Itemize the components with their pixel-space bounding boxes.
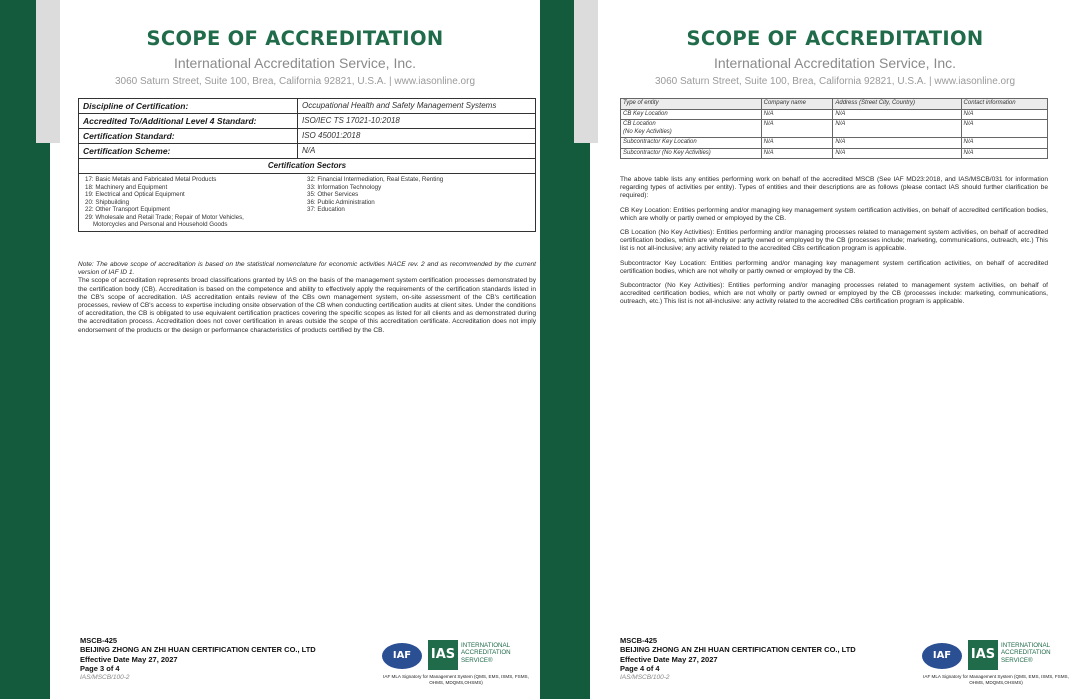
table-cell: CB Location (No Key Activities) <box>621 120 762 138</box>
table-cell: N/A <box>761 138 833 149</box>
sectors-left-column <box>85 176 307 229</box>
column-header: Contact information <box>961 99 1047 110</box>
page-footer <box>620 636 920 682</box>
page-footer <box>80 636 380 682</box>
organization-name: International Accreditation Service, Inc. <box>173 55 417 71</box>
sector-item: 32: Financial Intermediation, Real Estate, Renting <box>307 176 444 183</box>
accreditation-logos <box>382 640 532 688</box>
row-value: ISO 45001:2018 <box>298 129 536 144</box>
row-key: Discipline of Certification: <box>79 99 298 114</box>
table-row <box>79 99 536 114</box>
row-key: Certification Scheme: <box>79 144 298 159</box>
table-cell: N/A <box>961 120 1047 138</box>
sectors-cell <box>79 174 536 232</box>
ias-logo-icon: IAS <box>968 640 998 670</box>
entities-table <box>620 98 1048 159</box>
entity-descriptions <box>620 176 1048 313</box>
table-cell: N/A <box>833 120 961 138</box>
mla-signatory-text: IAF MLA Signatory for Management System (QMS, EMS, ISMS, FSMS, OHMS, MDQMS,OHSMS) <box>383 674 529 685</box>
table-cell: N/A <box>833 109 961 120</box>
table-row <box>79 144 536 159</box>
sector-item: 18: Machinery and Equipment <box>85 183 168 191</box>
page-header <box>590 27 1080 89</box>
sector-item: 29: Wholesale and Retail Trade; Repair of Motor Vehicles, <box>85 213 244 221</box>
footer-form-id: IAS/MSCB/100-2 <box>80 674 130 682</box>
paragraph: CB Key Location: Entities performing and/or managing key management system certification activities, on behalf of accredited certification bodies, which are wholly or partly owned or employed by the CB. <box>620 206 1048 222</box>
sector-item: Motorcycles and Personal and Household Goods <box>93 221 228 228</box>
table-row <box>621 109 1048 120</box>
footer-page-number: Page 4 of 4 <box>620 663 660 673</box>
sector-item: 17: Basic Metals and Fabricated Metal Products <box>85 176 217 183</box>
column-header: Type of entity <box>621 99 762 110</box>
table-cell: N/A <box>833 138 961 149</box>
document-title: SCOPE OF ACCREDITATION <box>146 27 444 50</box>
ias-logo-text: INTERNATIONAL ACCREDITATION SERVICE® <box>461 642 511 664</box>
table-cell: N/A <box>761 148 833 159</box>
sectors-right-column <box>307 176 529 229</box>
table-cell: N/A <box>761 109 833 120</box>
table-cell: CB Key Location <box>621 109 762 120</box>
table-row <box>621 148 1048 159</box>
scope-table <box>78 98 536 232</box>
page-header <box>50 27 540 89</box>
paragraph: Subcontractor (No Key Activities): Entities performing and/or managing processes related to management system activities, on behalf of accredited certification bodies, which are not wholly or partly owned or employed by the CB (processes include: marketing, communications, outreach, etc.) This list is not all-inclusive: any activity related to the accredited CBs certification program is applicable. <box>620 282 1048 306</box>
table-cell: N/A <box>961 148 1047 159</box>
sector-item: 37: Education <box>307 206 345 213</box>
footer-company: BEIJING ZHONG AN ZHI HUAN CERTIFICATION CENTER CO., LTD <box>620 645 856 655</box>
paragraph: The above table lists any entities performing work on behalf of the accredited MSCB (See IAF MD23:2018, and IAS/MSCB/031 for information regarding types of activities per entity). Types of entities and their descriptions are as follows (please contact IAS should further clarification be required): <box>620 176 1048 200</box>
paragraph: Subcontractor Key Location: Entities performing and/or managing key management system certification activities, on behalf of accredited certification bodies, which are not wholly or partly owned or employed by the CB. <box>620 259 1048 275</box>
organization-name: International Accreditation Service, Inc. <box>713 55 957 71</box>
sector-item: 36: Public Administration <box>307 198 375 206</box>
note-body: The scope of accreditation represents broad classifications granted by IAS on the basis of the management system certification processes demonstrated by the certification body (CB). Accreditation is based on the competence and ability to effectively apply the requirements of the certification standards listed in the CB's scope of accreditation. IAS accreditation entails review of the CBs own management system, on-site assessment of the CB's certification processes, review of CB's access to expertise including onsite observation of the CB when conducting certification audits at client sites. Under the conditions of accreditation, the CB is obligated to use equivalent certification practices covering the specific scopes as listed for all clients and as demonstrated during the accreditation process. Accreditation does not cover certification in areas outside the scope of this accreditation certificate. Accreditation does not imply endorsement of the products or the design or performance characteristics of products certified by the CB. <box>78 277 536 334</box>
sectors-heading: Certification Sectors <box>79 159 536 174</box>
table-row <box>79 129 536 144</box>
table-header-row <box>621 99 1048 110</box>
footer-company: BEIJING ZHONG AN ZHI HUAN CERTIFICATION CENTER CO., LTD <box>80 645 316 655</box>
row-value: Occupational Health and Safety Management Systems <box>298 99 536 114</box>
table-row <box>621 120 1048 138</box>
table-cell: N/A <box>761 120 833 138</box>
organization-address: 3060 Saturn Street, Suite 100, Brea, California 92821, U.S.A. | www.iasonline.org <box>114 76 476 87</box>
footer-page-number: Page 3 of 4 <box>80 663 120 673</box>
document-title: SCOPE OF ACCREDITATION <box>686 27 984 50</box>
row-key: Accredited To/Additional Level 4 Standard: <box>79 114 298 129</box>
mla-signatory-text: IAF MLA Signatory for Management System (QMS, EMS, ISMS, FSMS, OHMS, MDQMS,OHSMS) <box>923 674 1069 685</box>
organization-address: 3060 Saturn Street, Suite 100, Brea, California 92821, U.S.A. | www.iasonline.org <box>654 76 1016 87</box>
table-cell: N/A <box>961 138 1047 149</box>
footer-form-id: IAS/MSCB/100-2 <box>620 674 670 682</box>
sector-item: 33: Information Technology <box>307 183 382 191</box>
column-header: Company name <box>761 99 833 110</box>
sector-item: 22: Other Transport Equipment <box>85 206 170 213</box>
footer-code: MSCB-425 <box>80 636 118 645</box>
footer-effective-date: Effective Date May 27, 2027 <box>620 654 718 664</box>
table-cell: N/A <box>961 109 1047 120</box>
table-cell: N/A <box>833 148 961 159</box>
iaf-logo-icon: IAF <box>382 643 422 669</box>
footer-effective-date: Effective Date May 27, 2027 <box>80 654 178 664</box>
row-value: ISO/IEC TS 17021-10:2018 <box>298 114 536 129</box>
table-cell: Subcontractor (No Key Activities) <box>621 148 762 159</box>
ias-logo-text: INTERNATIONAL ACCREDITATION SERVICE® <box>1001 642 1051 664</box>
ias-logo-icon: IAS <box>428 640 458 670</box>
table-row <box>621 138 1048 149</box>
accreditation-logos <box>922 640 1072 688</box>
page-4 <box>540 0 1080 699</box>
footer-code: MSCB-425 <box>620 636 658 645</box>
paragraph: CB Location (No Key Activities): Entities performing and/or managing processes related to management system activities, on behalf of accredited certification bodies, which are wholly or partly owned or employed by the CB (processes include; marketing, communications, outreach, etc.) This list is not all-inclusive; any activity related to the accredited CBs certification program is applicable. <box>620 229 1048 253</box>
table-row <box>79 174 536 232</box>
row-key: Certification Standard: <box>79 129 298 144</box>
sector-item: 19: Electrical and Optical Equipment <box>85 191 185 198</box>
table-row <box>79 114 536 129</box>
row-value: N/A <box>298 144 536 159</box>
accreditation-note <box>78 261 536 335</box>
sector-item: 35: Other Services <box>307 191 359 198</box>
note-italic: Note: The above scope of accreditation is based on the statistical nomenclature for economic activities NACE rev. 2 and as recommended by the current version of IAF ID 1. <box>78 261 536 277</box>
column-header: Address (Street City, Country) <box>833 99 961 110</box>
table-row <box>79 159 536 174</box>
table-cell: Subcontractor Key Location <box>621 138 762 149</box>
sector-item: 20: Shipbuilding <box>85 198 130 206</box>
iaf-logo-icon: IAF <box>922 643 962 669</box>
